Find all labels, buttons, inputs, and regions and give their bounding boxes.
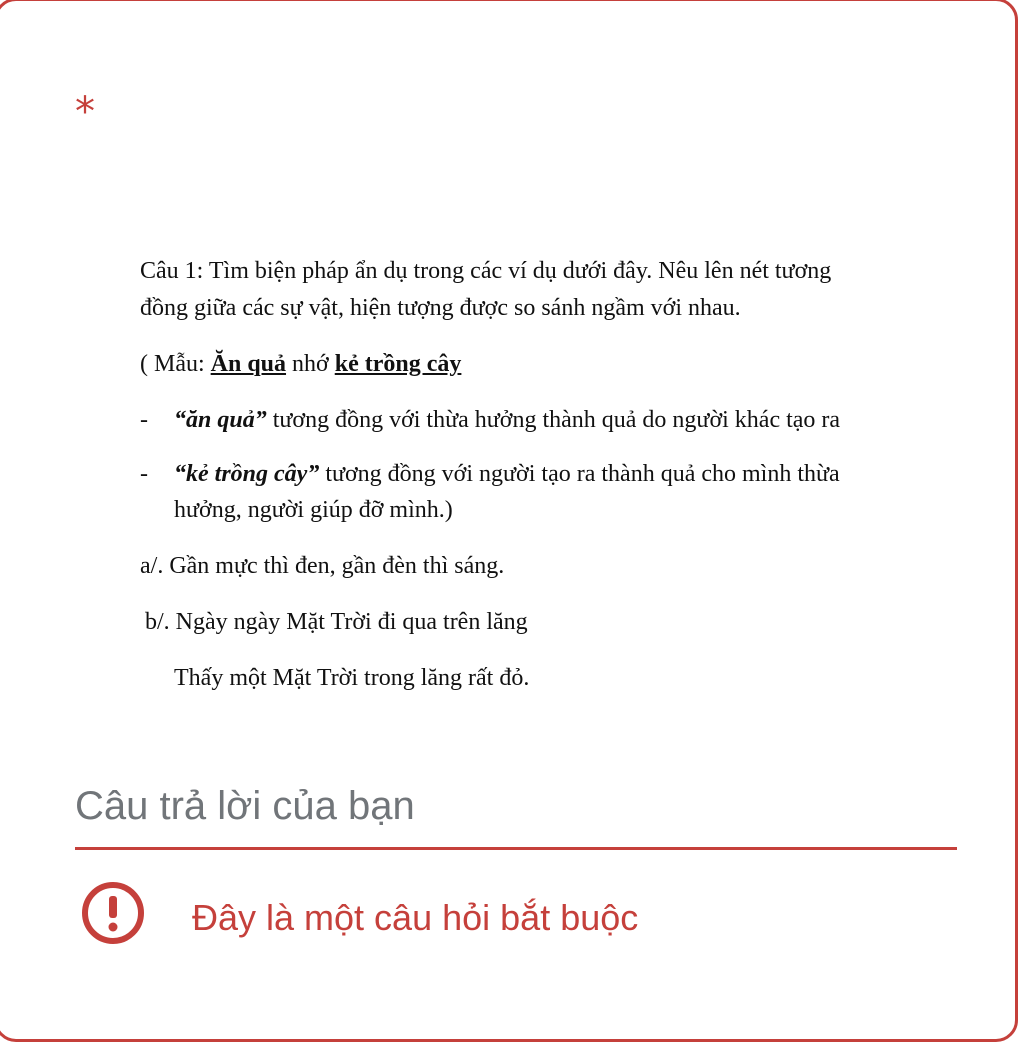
answer-input[interactable]: Câu trả lời của bạn bbox=[75, 784, 415, 828]
example-prefix: ( Mẫu: bbox=[140, 351, 211, 377]
bullet-2-term: “kẻ trồng cây” bbox=[174, 461, 320, 487]
bullet-2 bbox=[174, 456, 840, 492]
question-line-2: đồng giữa các sự vật, hiện tượng được so sánh ngầm với nhau. bbox=[140, 295, 741, 321]
example-middle: nhớ bbox=[286, 351, 335, 377]
example-term-2: kẻ trồng cây bbox=[334, 351, 462, 377]
bullet-dash-1: - bbox=[140, 407, 148, 433]
bullet-1-term: “ăn quả” bbox=[174, 407, 267, 433]
answer-underline bbox=[75, 847, 957, 850]
question-line-1: Câu 1: Tìm biện pháp ẩn dụ trong các ví dụ dưới đây. Nêu lên nét tương bbox=[140, 258, 832, 284]
bullet-1-text: tương đồng với thừa hưởng thành quả do người khác tạo ra bbox=[266, 407, 841, 433]
bullet-2-continuation: hưởng, người giúp đỡ mình.) bbox=[174, 497, 453, 523]
bullet-1 bbox=[174, 402, 840, 438]
item-b-line-1: b/. Ngày ngày Mặt Trời đi qua trên lăng bbox=[145, 609, 528, 635]
required-error-message: Đây là một câu hỏi bắt buộc bbox=[192, 897, 639, 938]
item-a: a/. Gần mực thì đen, gần đèn thì sáng. bbox=[140, 553, 505, 579]
example-line bbox=[140, 346, 461, 382]
error-icon bbox=[80, 880, 146, 946]
example-term-1: Ăn quả bbox=[210, 351, 287, 377]
required-marker: * bbox=[75, 89, 95, 135]
bullet-dash-2: - bbox=[140, 461, 148, 487]
bullet-2-text: tương đồng với người tạo ra thành quả cho mình thừa bbox=[319, 461, 840, 487]
question-image bbox=[120, 235, 960, 705]
item-b-line-2: Thấy một Mặt Trời trong lăng rất đỏ. bbox=[174, 665, 530, 691]
